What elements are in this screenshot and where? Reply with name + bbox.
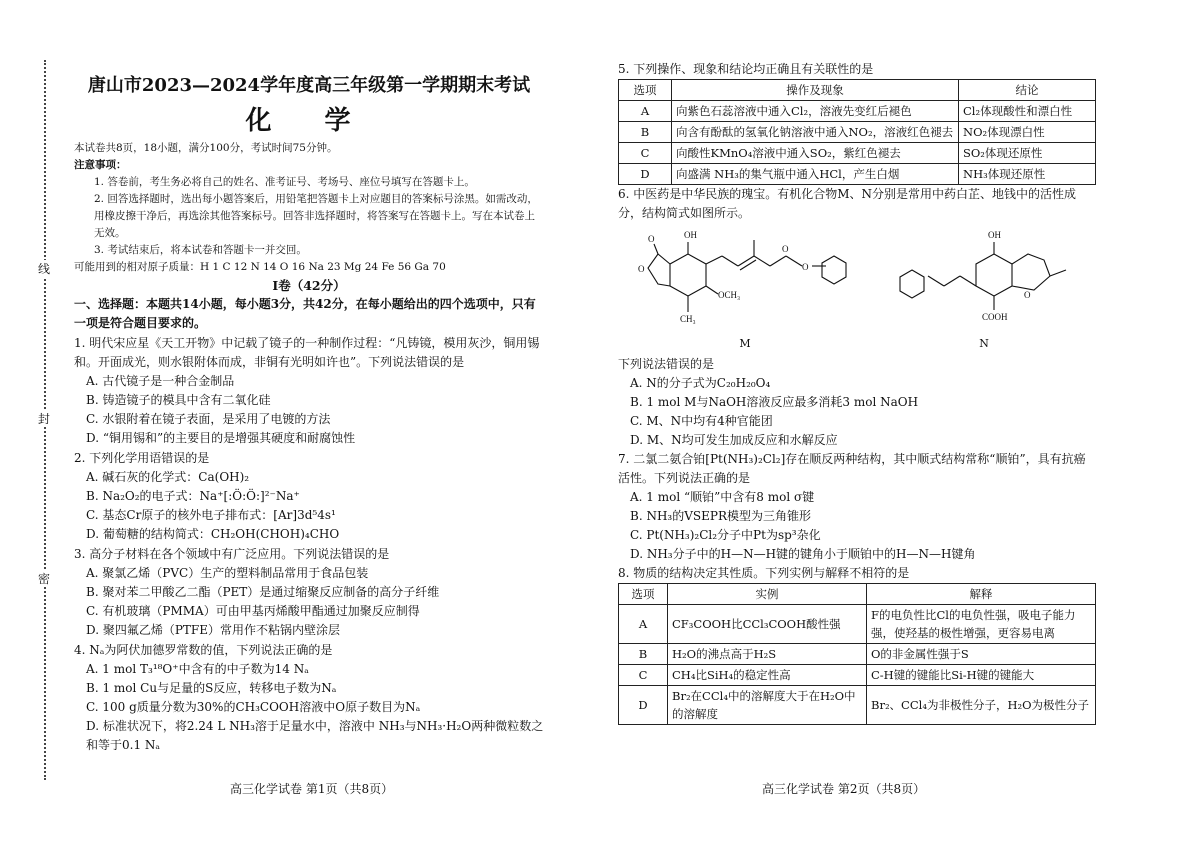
table-row [619,686,1096,725]
atom-label: O [802,262,809,272]
question-5 [618,60,1096,185]
option: A. 1 mol T₃¹⁸O⁺中含有的中子数为14 Nₐ [86,662,309,676]
option: D. 葡萄糖的结构简式：CH₂OH(CHOH)₄CHO [86,527,340,541]
option: A. 碱石灰的化学式：Ca(OH)₂ [86,470,250,484]
margin-mark-secret: 密 [34,570,54,587]
option: C. 有机玻璃（PMMA）可由甲基丙烯酸甲酯通过加聚反应制得 [86,604,420,618]
table-cell: D [619,164,672,185]
left-page [74,60,544,755]
question-1 [74,334,544,448]
margin-mark-seal: 封 [34,410,54,427]
structure-m-drawing [630,224,860,334]
table-cell: NH₃体现还原性 [959,164,1096,185]
table-header: 结论 [959,80,1096,101]
table-header: 选项 [619,80,672,101]
table-cell: A [619,101,672,122]
exam-title: 唐山市2023—2024学年度高三年级第一学期期末考试 [87,75,531,96]
atom-label: O [638,264,645,274]
option: D. 聚四氟乙烯（PTFE）常用作不粘锅内壁涂层 [86,623,340,637]
table-row [619,644,1096,665]
question-stem: 8. 物质的结构决定其性质。下列实例与解释不相符的是 [618,566,910,580]
table-cell: B [619,644,668,665]
table-cell: Br₂在CCl₄中的溶解度大于在H₂O中的溶解度 [668,686,867,725]
option: B. 聚对苯二甲酸乙二酯（PET）是通过缩聚反应制备的高分子纤维 [86,585,440,599]
question-prompt: 下列说法错误的是 [618,357,715,371]
question-stem: 6. 中医药是中华民族的瑰宝。有机化合物M、N分别是常用中药白芷、地钱中的活性成分，结构简式如图所示。 [618,187,1077,220]
option: D. “铜用锡和”的主要目的是增强其硬度和耐腐蚀性 [86,431,356,445]
question-7 [618,450,1096,564]
subject-title: 化 学 [245,106,373,136]
table-cell: CF₃COOH比CCl₃COOH酸性强 [668,605,867,644]
q5-table [618,79,1096,185]
table-row [619,164,1096,185]
table-row [619,122,1096,143]
structure-n [884,224,1084,353]
right-page [618,60,1096,725]
table-cell: NO₂体现漂白性 [959,122,1096,143]
table-cell: 向含有酚酞的氢氧化钠溶液中通入NO₂，溶液红色褪去 [672,122,959,143]
option: B. 1 mol M与NaOH溶液反应最多消耗3 mol NaOH [630,395,919,409]
table-cell: 向酸性KMnO₄溶液中通入SO₂，紫红色褪去 [672,143,959,164]
question-stem: 2. 下列化学用语错误的是 [74,451,210,465]
structure-n-drawing [884,224,1084,334]
option: D. NH₃分子中的H—N—H键的键角小于顺铂中的H—N—H键角 [630,547,976,561]
atom-label: CH₃ [680,314,696,324]
table-row [619,101,1096,122]
atom-label: O [782,244,789,254]
table-cell: D [619,686,668,725]
table-cell: O的非金属性强于S [867,644,1096,665]
option: D. 标准状况下，将2.24 L NH₃溶于足量水中，溶液中 NH₃与NH₃·H₂O两种微粒数之和等于0.1 Nₐ [86,719,544,752]
table-cell: 向盛满 NH₃的集气瓶中通入HCl，产生白烟 [672,164,959,185]
atom-label: OCH₃ [718,290,741,300]
table-cell: CH₄比SiH₄的稳定性高 [668,665,867,686]
table-cell: C [619,143,672,164]
question-stem: 7. 二氯二氨合铂[Pt(NH₃)₂Cl₂]存在顺反两种结构，其中顺式结构常称“顺铂”，具有抗癌活性。下列说法正确的是 [618,452,1086,485]
question-stem: 4. Nₐ为阿伏加德罗常数的值，下列说法正确的是 [74,643,333,657]
option: A. 聚氯乙烯（PVC）生产的塑料制品常用于食品包装 [86,566,369,580]
atom-label: O [1024,290,1031,300]
table-cell: 向紫色石蕊溶液中通入Cl₂，溶液先变红后褪色 [672,101,959,122]
table-row [619,605,1096,644]
table-row [619,143,1096,164]
part-instructions: 一、选择题：本题共14小题，每小题3分，共42分，在每小题给出的四个选项中，只有一项是符合题目要求的。 [74,297,536,330]
table-row [619,665,1096,686]
option: B. 铸造镜子的模具中含有二氧化硅 [86,393,271,407]
section-heading: Ⅰ卷（42分） [272,278,346,293]
table-cell: F的电负性比Cl的电负性强，吸电子能力强，使羟基的极性增强，更容易电离 [867,605,1096,644]
q8-table [618,583,1096,725]
table-cell: SO₂体现还原性 [959,143,1096,164]
question-2 [74,449,544,544]
option: C. 100 g质量分数为30%的CH₃COOH溶液中O原子数目为Nₐ [86,700,421,714]
table-cell: H₂O的沸点高于H₂S [668,644,867,665]
note-item: 1. 答卷前，考生务必将自己的姓名、准考证号、考场号、座位号填写在答题卡上。 [94,176,475,188]
option: B. NH₃的VSEPR模型为三角锥形 [630,509,811,523]
table-cell: C [619,665,668,686]
question-3 [74,545,544,640]
question-4 [74,641,544,755]
option: C. Pt(NH₃)₂Cl₂分子中Pt为sp³杂化 [630,528,821,542]
option: D. M、N均可发生加成反应和水解反应 [630,433,838,447]
question-8 [618,564,1096,725]
structure-figures [618,225,1096,353]
question-stem: 1. 明代宋应星《天工开物》中记载了镜子的一种制作过程：“凡铸镜，模用灰沙，铜用锡和。开面成光，则水银附体而成，非铜有光明如许也”。下列说法错误的是 [74,336,540,369]
atom-label: O [648,234,655,244]
table-cell: C-H键的键能比Si-H键的键能大 [867,665,1096,686]
structure-label-n: N [979,337,989,350]
page-footer-left: 高三化学试卷 第1页（共8页） [230,782,394,796]
table-header: 解释 [867,584,1096,605]
question-stem: 3. 高分子材料在各个领域中有广泛应用。下列说法错误的是 [74,547,390,561]
option: C. M、N中均有4种官能团 [630,414,773,428]
table-cell: Br₂、CCl₄为非极性分子，H₂O为极性分子 [867,686,1096,725]
intro: 本试卷共8页，18小题，满分100分，考试时间75分钟。 [74,142,338,154]
option: A. N的分子式为C₂₀H₂₀O₄ [630,376,771,390]
notes-heading: 注意事项： [74,159,127,171]
table-cell: B [619,122,672,143]
note-item: 3. 考试结束后，将本试卷和答题卡一并交回。 [94,244,307,256]
page-footer-right: 高三化学试卷 第2页（共8页） [762,782,926,796]
table-header: 选项 [619,584,668,605]
table-header: 操作及现象 [672,80,959,101]
binding-margin [37,60,62,780]
table-cell: A [619,605,668,644]
table-cell: Cl₂体现酸性和漂白性 [959,101,1096,122]
option: B. Na₂O₂的电子式：Na⁺[:Ö:Ö:]²⁻Na⁺ [86,489,300,503]
atom-label: OH [684,230,697,240]
option: C. 水银附着在镜子表面，是采用了电镀的方法 [86,412,331,426]
structure-label-m: M [739,337,751,350]
table-header: 实例 [668,584,867,605]
atomic-masses: 可能用到的相对原子质量：H 1 C 12 N 14 O 16 Na 23 Mg 24 Fe 56 Ga 70 [74,261,446,273]
margin-mark-line: 线 [34,260,54,277]
option: C. 基态Cr原子的核外电子排布式：[Ar]3d⁵4s¹ [86,508,336,522]
option: A. 1 mol “顺铂”中含有8 mol σ键 [630,490,815,504]
atom-label: COOH [982,312,1008,322]
question-6 [618,185,1096,450]
option: B. 1 mol Cu与足量的S反应，转移电子数为Nₐ [86,681,337,695]
question-stem: 5. 下列操作、现象和结论均正确且有关联性的是 [618,62,874,76]
atom-label: OH [988,230,1001,240]
option: A. 古代镜子是一种合金制品 [86,374,235,388]
structure-m [630,224,860,353]
note-item: 2. 回答选择题时，选出每小题答案后，用铅笔把答题卡上对应题目的答案标号涂黑。如需改动，用橡皮擦干净后，再选涂其他答案标号。回答非选择题时，将答案写在答题卡上。写在本试卷上无效。 [94,193,538,239]
